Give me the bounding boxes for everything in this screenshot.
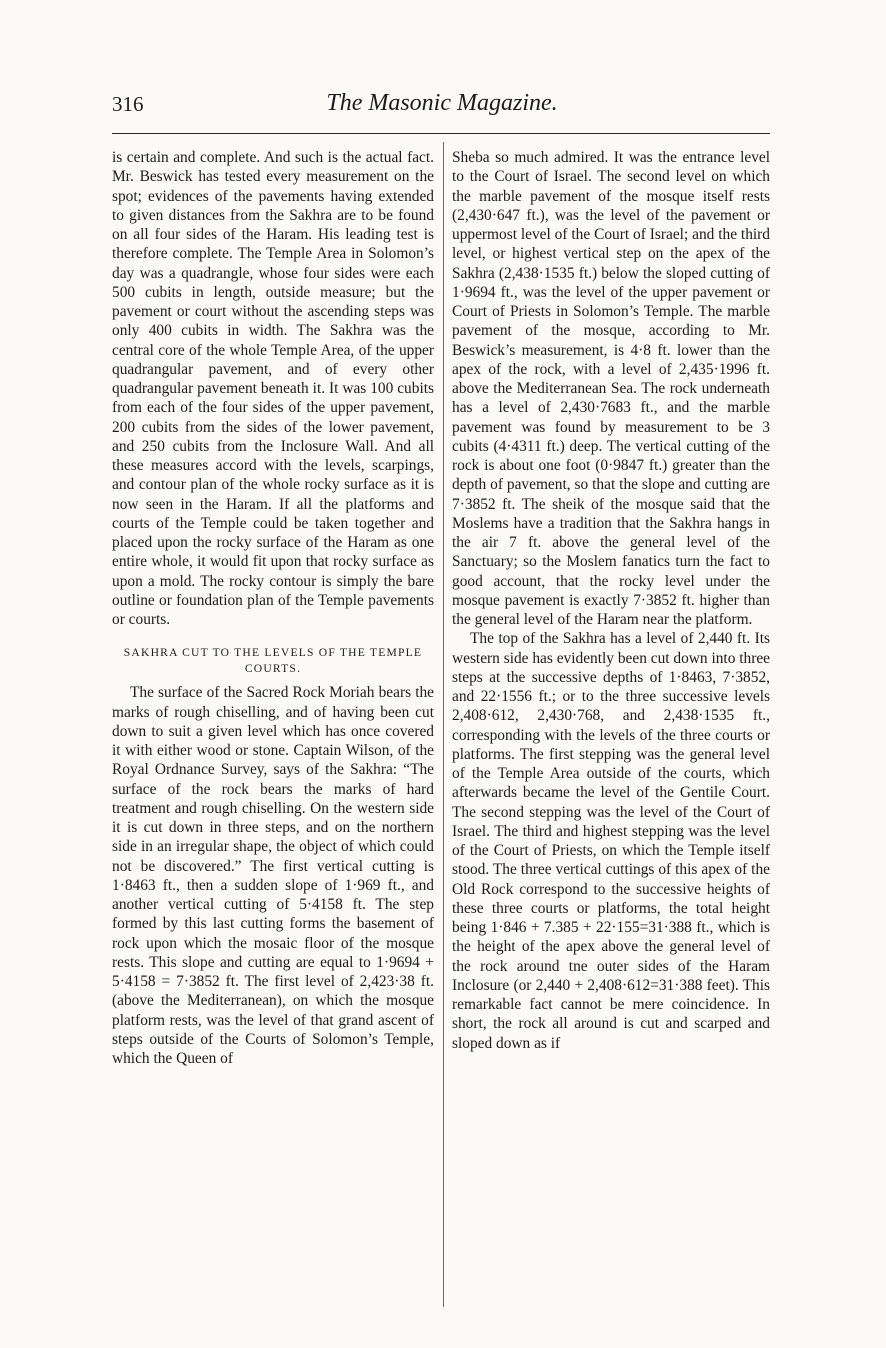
right-paragraph-1: Sheba so much admired. It was the entrance level to the Court of Israel. The second level on which the marble pavement of the mosque itself rests (2,430·647 ft.), was the level of the pavement or uppermost level of the Court of Israel; and the third level, or highest vertical step on the apex of the Sakhra (2,438·1535 ft.) below the sloped cutting of 1·9694 ft., was the level of the upper pavement or Court of Priests in Solomon’s Temple. The marble pavement of the mosque, according to Mr. Beswick’s measurement, is 4·8 ft. lower than the apex of the rock, with a level of 2,435·1996 ft. above the Mediterranean Sea. The rock underneath has a level of 2,430·7683 ft., and the marble pavement was found by measurement to be 3 cubits (4·4311 ft.) deep. The vertical cutting of the rock is about one foot (0·9847 ft.) greater than the depth of pavement, so that the slope and cutting are 7·3852 ft. The sheik of the mosque said that the Moslems have a tradition that the Sakhra hangs in the air 7 ft. above the general level of the Sanctuary; so the Moslem fanatics turn the fact to good account, that the rocky level under the mosque pavement is exactly 7·3852 ft. higher than the general level of the Haram near the platform. bbox=[452, 149, 770, 628]
page-header bbox=[112, 88, 772, 124]
page-number: 316 bbox=[112, 92, 144, 116]
running-title: The Masonic Magazine. bbox=[326, 90, 558, 116]
left-paragraph-2: The surface of the Sacred Rock Moriah bears the marks of rough chiselling, and of having been cut down to suit a given level which has once covered it with either wood or stone. Captain Wilson, of the Royal Ordnance Survey, says of the Sakhra: “The surface of the rock bears the marks of hard treatment and rough chiselling. On the western side it is cut down in three steps, and on the northern side in an irregular shape, the object of which could not be discovered.” The first vertical cutting is 1·8463 ft., then a sudden slope of 1·969 ft., and another vertical cutting of 5·4158 ft. The step formed by this last cutting forms the basement of rock upon which the mosaic floor of the mosque rests. This slope and cutting are equal to 1·9694 + 5·4158 = 7·3852 ft. The first level of 2,423·38 ft. (above the Mediterranean), on which the mosque platform rests, was the level of that grand ascent of steps outside of the Courts of Solomon’s Temple, which the Queen of bbox=[112, 684, 434, 1067]
section-heading: SAKHRA CUT TO THE LEVELS OF THE TEMPLE COURTS. bbox=[123, 646, 423, 676]
left-paragraph-1: is certain and complete. And such is the actual fact. Mr. Beswick has tested every measurement on the spot; evidences of the pavements having extended to given distances from the Sakhra are to be found on all four sides of the Haram. His leading test is therefore complete. The Temple Area in Solomon’s day was a quadrangle, whose four sides were each 500 cubits in length, outside measure; but the pavement or court without the ascending steps was only 400 cubits in width. The Sakhra was the central core of the whole Temple Area, of the upper quadrangular pavement, and of every other quadrangular pavement beneath it. It was 100 cubits from each of the four sides of the upper pavement, 200 cubits from the sides of the lower pavement, and 250 cubits from the Inclosure Wall. And all these measures accord with the levels, scarpings, and contour plan of the whole rocky surface as it is now seen in the Haram. If all the platforms and courts of the Temple could be taken together and placed upon the rocky surface of the Haram as one entire whole, it would fit upon that rocky surface as upon a mold. The rocky contour is simply the bare outline or foundation plan of the Temple pavements or courts. bbox=[112, 149, 434, 628]
header-rule bbox=[112, 133, 770, 134]
left-column bbox=[112, 148, 434, 1068]
right-paragraph-2: The top of the Sakhra has a level of 2,440 ft. Its western side has evidently been cut down into three steps at the successive depths of 1·8463, 7·3852, and 22·1556 ft.; or to the three successive levels 2,408·612, 2,430·768, and 2,438·1535 ft., corresponding with the levels of the three courts or platforms. The first stepping was the general level of the Temple Area outside of the courts, which afterwards became the level of the Gentile Court. The second stepping was the level of the Court of Israel. The third and highest stepping was the level of the Court of Priests, on which the Temple itself stood. The three vertical cuttings of this apex of the Old Rock correspond to the successive heights of these three courts or platforms, the total height being 1·846 + 7.385 + 22·155=31·388 ft., which is the height of the apex above the general level of the rock around tne outer sides of the Haram Inclosure (or 2,440 + 2,408·612=31·388 feet). This remarkable fact cannot be mere coincidence. In short, the rock all around is cut and scarped and sloped down as if bbox=[452, 630, 770, 1052]
column-divider bbox=[443, 142, 444, 1307]
right-column bbox=[452, 148, 770, 1053]
